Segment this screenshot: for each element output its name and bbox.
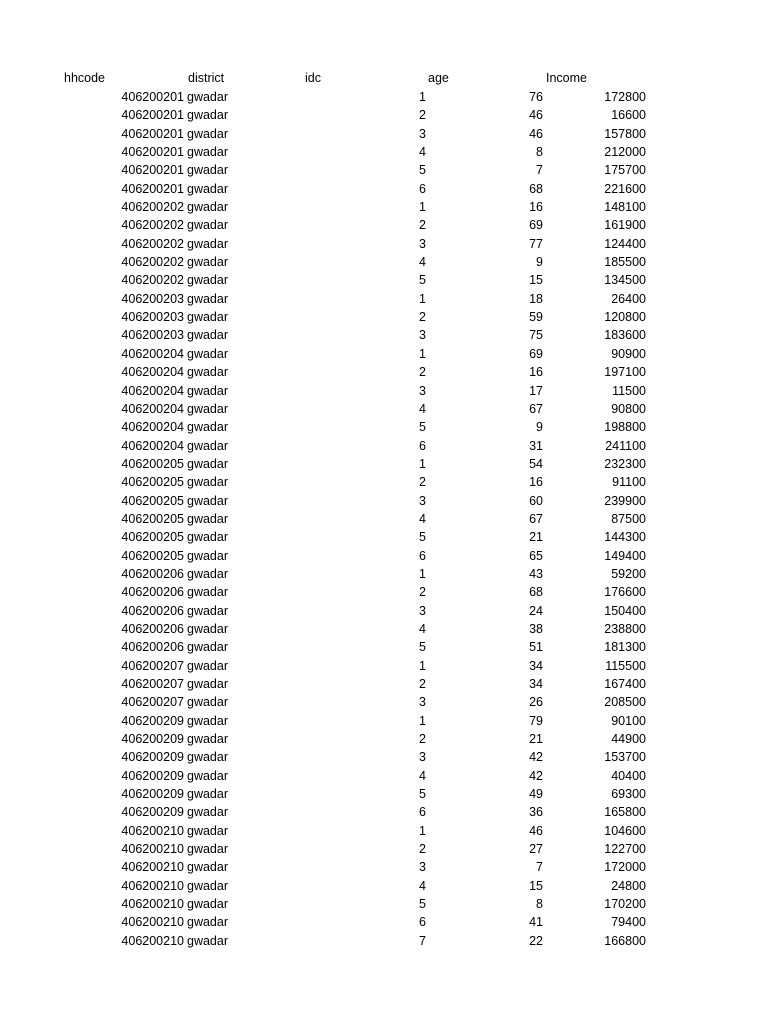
cell-idc: 1 [419, 658, 426, 673]
cell-idc: 1 [419, 291, 426, 306]
column-header-age: age [428, 71, 449, 85]
cell-income: 221600 [604, 181, 646, 196]
cell-income: 26400 [611, 291, 646, 306]
table-row [0, 180, 768, 198]
cell-age: 7 [536, 860, 543, 875]
table-row [0, 253, 768, 271]
cell-hhcode: 406200210 [121, 897, 184, 912]
cell-district: gwadar [187, 90, 228, 104]
cell-income: 122700 [604, 842, 646, 857]
cell-age: 77 [529, 236, 543, 251]
cell-income: 157800 [604, 126, 646, 141]
cell-district: gwadar [187, 200, 228, 215]
cell-idc: 4 [419, 768, 426, 783]
cell-idc: 4 [419, 401, 426, 416]
cell-idc: 1 [419, 90, 426, 104]
table-row [0, 382, 768, 400]
cell-age: 49 [529, 787, 543, 802]
table-row [0, 528, 768, 546]
column-header-district: district [188, 71, 225, 85]
cell-district: gwadar [187, 493, 228, 508]
cell-hhcode: 406200201 [121, 90, 184, 104]
cell-age: 8 [536, 897, 543, 912]
cell-district: gwadar [187, 438, 228, 453]
cell-idc: 1 [419, 823, 426, 838]
cell-income: 79400 [611, 915, 646, 930]
cell-idc: 2 [419, 218, 426, 233]
cell-income: 90800 [611, 401, 646, 416]
cell-age: 60 [529, 493, 543, 508]
table-row [0, 106, 768, 124]
cell-age: 43 [529, 566, 543, 581]
cell-hhcode: 406200204 [121, 365, 184, 380]
cell-idc: 5 [419, 273, 426, 288]
cell-age: 42 [529, 750, 543, 765]
cell-hhcode: 406200202 [121, 218, 184, 233]
cell-hhcode: 406200209 [121, 768, 184, 783]
cell-idc: 3 [419, 860, 426, 875]
cell-idc: 1 [419, 713, 426, 728]
cell-age: 46 [529, 126, 543, 141]
cell-idc: 3 [419, 383, 426, 398]
cell-district: gwadar [187, 878, 228, 893]
cell-income: 241100 [605, 438, 646, 453]
cell-income: 198800 [604, 420, 646, 435]
cell-district: gwadar [187, 420, 228, 435]
cell-age: 51 [529, 640, 543, 655]
cell-hhcode: 406200204 [121, 401, 184, 416]
cell-district: gwadar [187, 842, 228, 857]
data-rows [0, 88, 768, 950]
cell-idc: 4 [419, 621, 426, 636]
cell-idc: 2 [419, 310, 426, 325]
cell-income: 69300 [611, 787, 646, 802]
cell-hhcode: 406200202 [121, 236, 184, 251]
table-row [0, 326, 768, 344]
cell-income: 134500 [604, 273, 646, 288]
cell-hhcode: 406200203 [121, 310, 184, 325]
cell-idc: 3 [419, 750, 426, 765]
cell-income: 170200 [604, 897, 646, 912]
cell-age: 34 [529, 677, 543, 691]
cell-idc: 2 [419, 842, 426, 857]
cell-age: 59 [529, 310, 543, 325]
cell-age: 41 [529, 915, 543, 930]
cell-income: 153700 [604, 750, 646, 765]
table-row [0, 308, 768, 326]
cell-idc: 1 [419, 566, 426, 581]
cell-age: 75 [529, 328, 543, 343]
cell-hhcode: 406200210 [121, 842, 184, 857]
cell-hhcode: 406200201 [121, 126, 184, 141]
cell-age: 27 [529, 842, 543, 857]
cell-district: gwadar [187, 346, 228, 361]
cell-income: 149400 [604, 548, 646, 563]
table-row [0, 638, 768, 656]
table-row [0, 767, 768, 785]
cell-income: 44900 [611, 732, 646, 747]
cell-age: 18 [529, 291, 543, 306]
cell-income: 208500 [604, 695, 646, 710]
table-row [0, 748, 768, 766]
cell-income: 238800 [604, 621, 646, 636]
table-row [0, 895, 768, 913]
cell-hhcode: 406200209 [121, 787, 184, 802]
cell-age: 67 [529, 401, 543, 416]
cell-hhcode: 406200209 [121, 805, 184, 820]
cell-income: 166800 [604, 933, 646, 948]
cell-hhcode: 406200210 [121, 860, 184, 875]
cell-idc: 2 [419, 732, 426, 747]
cell-hhcode: 406200204 [121, 438, 184, 453]
cell-idc: 3 [419, 126, 426, 141]
cell-district: gwadar [187, 236, 228, 251]
cell-district: gwadar [187, 310, 228, 325]
cell-district: gwadar [187, 695, 228, 710]
table-row [0, 657, 768, 675]
cell-district: gwadar [187, 750, 228, 765]
table-row [0, 143, 768, 161]
cell-district: gwadar [187, 603, 228, 618]
table-row [0, 437, 768, 455]
cell-hhcode: 406200201 [121, 108, 184, 123]
cell-income: 185500 [604, 255, 646, 270]
cell-district: gwadar [187, 658, 228, 673]
cell-district: gwadar [187, 548, 228, 563]
cell-income: 167400 [604, 677, 646, 691]
cell-district: gwadar [187, 640, 228, 655]
cell-age: 36 [529, 805, 543, 820]
cell-district: gwadar [187, 108, 228, 123]
column-header-idc: idc [305, 71, 321, 85]
table-row [0, 363, 768, 381]
cell-district: gwadar [187, 621, 228, 636]
cell-district: gwadar [187, 713, 228, 728]
cell-hhcode: 406200209 [121, 713, 184, 728]
cell-district: gwadar [187, 126, 228, 141]
cell-district: gwadar [187, 218, 228, 233]
cell-district: gwadar [187, 915, 228, 930]
cell-hhcode: 406200201 [121, 163, 184, 178]
cell-idc: 5 [419, 420, 426, 435]
cell-age: 21 [529, 530, 543, 545]
cell-hhcode: 406200206 [121, 621, 184, 636]
cell-age: 9 [536, 255, 543, 270]
cell-hhcode: 406200206 [121, 566, 184, 581]
cell-hhcode: 406200204 [121, 383, 184, 398]
cell-district: gwadar [187, 897, 228, 912]
cell-hhcode: 406200204 [121, 346, 184, 361]
cell-district: gwadar [187, 823, 228, 838]
cell-hhcode: 406200206 [121, 585, 184, 600]
cell-idc: 3 [419, 493, 426, 508]
cell-idc: 4 [419, 511, 426, 526]
cell-income: 115500 [605, 658, 646, 673]
cell-hhcode: 406200204 [121, 420, 184, 435]
cell-idc: 3 [419, 695, 426, 710]
cell-age: 16 [529, 365, 543, 380]
cell-age: 38 [529, 621, 543, 636]
cell-hhcode: 406200205 [121, 456, 184, 471]
table-row [0, 840, 768, 858]
cell-district: gwadar [187, 365, 228, 380]
cell-hhcode: 406200210 [121, 878, 184, 893]
cell-district: gwadar [187, 585, 228, 600]
cell-district: gwadar [187, 401, 228, 416]
cell-idc: 4 [419, 255, 426, 270]
cell-income: 239900 [604, 493, 646, 508]
cell-age: 15 [529, 878, 543, 893]
table-row [0, 455, 768, 473]
cell-idc: 6 [419, 805, 426, 820]
cell-age: 68 [529, 181, 543, 196]
cell-income: 40400 [611, 768, 646, 783]
cell-hhcode: 406200207 [121, 695, 184, 710]
cell-income: 175700 [604, 163, 646, 178]
table-row [0, 88, 768, 106]
table-row [0, 290, 768, 308]
cell-district: gwadar [187, 677, 228, 691]
cell-income: 90100 [611, 713, 646, 728]
cell-income: 59200 [611, 566, 646, 581]
cell-income: 148100 [604, 200, 646, 215]
cell-idc: 2 [419, 475, 426, 490]
cell-hhcode: 406200206 [121, 640, 184, 655]
cell-idc: 5 [419, 530, 426, 545]
cell-age: 69 [529, 346, 543, 361]
cell-income: 104600 [604, 823, 646, 838]
table-row [0, 216, 768, 234]
cell-hhcode: 406200206 [121, 603, 184, 618]
cell-hhcode: 406200205 [121, 511, 184, 526]
cell-age: 46 [529, 823, 543, 838]
cell-idc: 2 [419, 585, 426, 600]
cell-hhcode: 406200202 [121, 200, 184, 215]
cell-district: gwadar [187, 456, 228, 471]
cell-income: 11500 [612, 383, 646, 398]
cell-age: 9 [536, 420, 543, 435]
table-row [0, 583, 768, 601]
table-row [0, 161, 768, 179]
column-header-hhcode: hhcode [64, 71, 106, 85]
cell-hhcode: 406200201 [121, 181, 184, 196]
cell-idc: 3 [419, 328, 426, 343]
table-row [0, 565, 768, 583]
cell-idc: 3 [419, 236, 426, 251]
cell-age: 8 [536, 145, 543, 160]
cell-hhcode: 406200202 [121, 273, 184, 288]
cell-district: gwadar [187, 933, 228, 948]
cell-income: 232300 [604, 456, 646, 471]
cell-district: gwadar [187, 273, 228, 288]
table-row [0, 877, 768, 895]
cell-hhcode: 406200209 [121, 732, 184, 747]
cell-income: 176600 [604, 585, 646, 600]
cell-hhcode: 406200203 [121, 328, 184, 343]
cell-age: 15 [529, 273, 543, 288]
table-row [0, 803, 768, 821]
cell-age: 79 [529, 713, 543, 728]
cell-age: 34 [529, 658, 543, 673]
cell-income: 150400 [604, 603, 646, 618]
cell-idc: 4 [419, 878, 426, 893]
table-row [0, 271, 768, 289]
cell-idc: 3 [419, 603, 426, 618]
cell-income: 183600 [604, 328, 646, 343]
table-row [0, 675, 768, 693]
table-row [0, 345, 768, 363]
cell-idc: 1 [419, 456, 426, 471]
cell-idc: 6 [419, 915, 426, 930]
cell-age: 24 [529, 603, 543, 618]
cell-hhcode: 406200209 [121, 750, 184, 765]
cell-income: 91100 [612, 475, 646, 490]
cell-idc: 1 [419, 346, 426, 361]
cell-idc: 4 [419, 145, 426, 160]
table-row [0, 712, 768, 730]
table-row [0, 547, 768, 565]
column-header-income: Income [546, 71, 587, 85]
cell-district: gwadar [187, 860, 228, 875]
cell-hhcode: 406200210 [121, 915, 184, 930]
table-row [0, 602, 768, 620]
cell-income: 87500 [611, 511, 646, 526]
cell-idc: 2 [419, 677, 426, 691]
cell-idc: 5 [419, 163, 426, 178]
cell-income: 144300 [604, 530, 646, 545]
cell-income: 161900 [604, 218, 646, 233]
cell-age: 76 [529, 90, 543, 104]
table-row [0, 932, 768, 950]
cell-age: 68 [529, 585, 543, 600]
cell-idc: 2 [419, 365, 426, 380]
table-row [0, 785, 768, 803]
cell-idc: 6 [419, 181, 426, 196]
cell-district: gwadar [187, 145, 228, 160]
table-row [0, 510, 768, 528]
cell-age: 16 [529, 200, 543, 215]
cell-idc: 5 [419, 640, 426, 655]
cell-income: 120800 [604, 310, 646, 325]
cell-income: 90900 [611, 346, 646, 361]
cell-hhcode: 406200207 [121, 658, 184, 673]
table-row [0, 418, 768, 436]
cell-income: 212000 [604, 145, 646, 160]
cell-hhcode: 406200205 [121, 475, 184, 490]
cell-district: gwadar [187, 787, 228, 802]
cell-district: gwadar [187, 291, 228, 306]
cell-age: 21 [529, 732, 543, 747]
cell-age: 46 [529, 108, 543, 123]
cell-age: 17 [529, 383, 543, 398]
cell-district: gwadar [187, 328, 228, 343]
cell-age: 22 [529, 933, 543, 948]
table-row [0, 198, 768, 216]
table-row [0, 473, 768, 491]
table-row [0, 913, 768, 931]
table-row [0, 858, 768, 876]
cell-age: 54 [529, 456, 543, 471]
table-row [0, 693, 768, 711]
cell-income: 181300 [604, 640, 646, 655]
cell-income: 16600 [611, 108, 646, 123]
table-row [0, 400, 768, 418]
table-row [0, 730, 768, 748]
cell-hhcode: 406200201 [121, 145, 184, 160]
cell-income: 172800 [604, 90, 646, 104]
cell-idc: 6 [419, 548, 426, 563]
cell-district: gwadar [187, 475, 228, 490]
table-row [0, 822, 768, 840]
cell-age: 65 [529, 548, 543, 563]
cell-district: gwadar [187, 181, 228, 196]
cell-district: gwadar [187, 255, 228, 270]
cell-hhcode: 406200205 [121, 530, 184, 545]
table-row [0, 492, 768, 510]
table-row [0, 235, 768, 253]
cell-age: 16 [529, 475, 543, 490]
cell-age: 67 [529, 511, 543, 526]
cell-age: 69 [529, 218, 543, 233]
cell-district: gwadar [187, 383, 228, 398]
cell-district: gwadar [187, 511, 228, 526]
cell-hhcode: 406200202 [121, 255, 184, 270]
cell-idc: 6 [419, 438, 426, 453]
cell-hhcode: 406200210 [121, 933, 184, 948]
cell-district: gwadar [187, 566, 228, 581]
cell-hhcode: 406200205 [121, 493, 184, 508]
cell-age: 31 [529, 438, 543, 453]
cell-hhcode: 406200210 [121, 823, 184, 838]
cell-income: 24800 [611, 878, 646, 893]
cell-district: gwadar [187, 732, 228, 747]
cell-income: 197100 [604, 365, 646, 380]
cell-idc: 7 [419, 933, 426, 948]
table-row [0, 620, 768, 638]
cell-hhcode: 406200207 [121, 677, 184, 691]
cell-idc: 5 [419, 787, 426, 802]
cell-idc: 5 [419, 897, 426, 912]
cell-district: gwadar [187, 805, 228, 820]
cell-idc: 1 [419, 200, 426, 215]
cell-district: gwadar [187, 530, 228, 545]
cell-income: 165800 [604, 805, 646, 820]
cell-income: 172000 [604, 860, 646, 875]
cell-age: 26 [529, 695, 543, 710]
table-row [0, 125, 768, 143]
cell-district: gwadar [187, 163, 228, 178]
cell-district: gwadar [187, 768, 228, 783]
cell-idc: 2 [419, 108, 426, 123]
cell-age: 42 [529, 768, 543, 783]
cell-age: 7 [536, 163, 543, 178]
cell-hhcode: 406200205 [121, 548, 184, 563]
cell-hhcode: 406200203 [121, 291, 184, 306]
cell-income: 124400 [604, 236, 646, 251]
